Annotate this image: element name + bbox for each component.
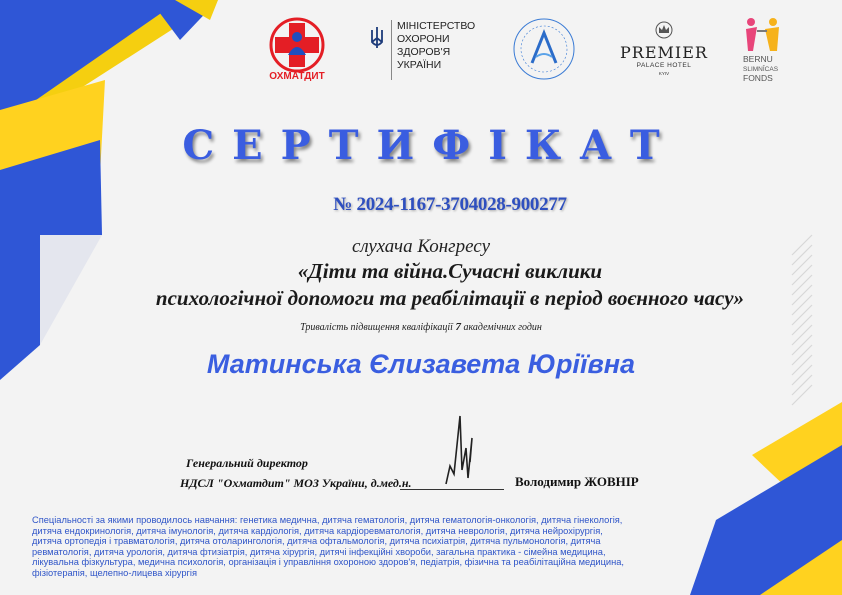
ministry-line: МІНІСТЕРСТВО bbox=[397, 20, 476, 32]
premier-logo bbox=[612, 20, 716, 80]
duration-prefix: Тривалість підвищення кваліфікації bbox=[300, 322, 453, 333]
duration-hours: 7 bbox=[455, 321, 461, 333]
specialties-line: фізіотерапія, щелепно-лицева хірургія bbox=[32, 567, 197, 578]
okhmatdyt-logo-text: ОХМАТДИТ bbox=[269, 71, 325, 82]
bernu-logo bbox=[743, 17, 793, 85]
premier-city: KYIV bbox=[658, 71, 670, 76]
specialties-line: ревматологія, дитяча урологія, дитяча фтизіатрія, дитяча хірургія, дитячі інфекційні хвороби, загальна практика - сімейна медицина, bbox=[32, 546, 606, 557]
course-title-line: «Діти та війна.Сучасні виклики bbox=[297, 259, 603, 283]
specialties-text bbox=[32, 515, 712, 579]
okhmatdyt-logo bbox=[266, 17, 328, 85]
duration-suffix: академічних годин bbox=[463, 322, 542, 333]
specialties-line: лікувальна фізкультура, медична психологія, організація і управління охороною здоров'я, педіатрія, фізична та реабілітаційна медицина, bbox=[32, 557, 624, 568]
ministry-logo bbox=[370, 20, 476, 82]
duration-text bbox=[0, 321, 842, 333]
academy-emblem-icon bbox=[512, 17, 576, 81]
ministry-line: УКРАЇНИ bbox=[397, 59, 442, 71]
director-organization: НДСЛ "Охматдит" МОЗ України, д.мед.н. bbox=[180, 476, 412, 490]
director-name: Володимир ЖОВНІР bbox=[515, 474, 639, 489]
bernu-line: BERNU bbox=[743, 54, 773, 64]
ministry-divider bbox=[391, 20, 392, 80]
okhmatdyt-emblem-icon bbox=[266, 17, 328, 73]
ministry-line: ОХОРОНИ bbox=[397, 33, 450, 45]
bernu-line: FONDS bbox=[743, 73, 773, 83]
certificate-title: СЕРТИФІКАТ bbox=[182, 122, 678, 169]
specialties-line: Спеціальності за якими проводилось навчання: генетика медична, дитяча гематологія, дитяча гематологія-онкологія, дитяча гінекологія, bbox=[32, 515, 623, 525]
recipient-name: Матинська Єлизавета Юріївна bbox=[206, 349, 636, 379]
listener-text: слухача Конгресу bbox=[351, 236, 491, 257]
course-title bbox=[70, 258, 830, 312]
children-figures-icon bbox=[743, 17, 783, 53]
ministry-line: ЗДОРОВ'Я bbox=[397, 46, 451, 58]
bernu-line: SLIMNĪCAS bbox=[743, 65, 779, 73]
premier-sub: PALACE HOTEL bbox=[636, 62, 692, 69]
specialties-line: дитяча ендокринологія, дитяча імунологія, дитяча кардіологія, дитяча кардіоревматологія, дитяча неврологія, дитяча нейрохірургія, bbox=[32, 525, 603, 536]
director-title: Генеральний директор bbox=[186, 456, 308, 470]
premier-name: PREMIER bbox=[620, 43, 708, 62]
crown-icon bbox=[653, 20, 675, 40]
signature-line bbox=[400, 489, 504, 490]
signature-image bbox=[432, 408, 482, 488]
certificate-number: № 2024-1167-3704028-900277 bbox=[333, 194, 567, 215]
specialties-line: дитяча ортопедія і травматологія, дитяча отоларингологія, дитяча офтальмологія, дитяча психіатрія, дитяча пульмонологія, дитяча bbox=[32, 536, 601, 547]
academy-logo bbox=[512, 17, 576, 81]
course-title-line: психологічної допомоги та реабілітації в період воєнного часу» bbox=[155, 286, 745, 310]
trident-icon bbox=[370, 26, 384, 50]
